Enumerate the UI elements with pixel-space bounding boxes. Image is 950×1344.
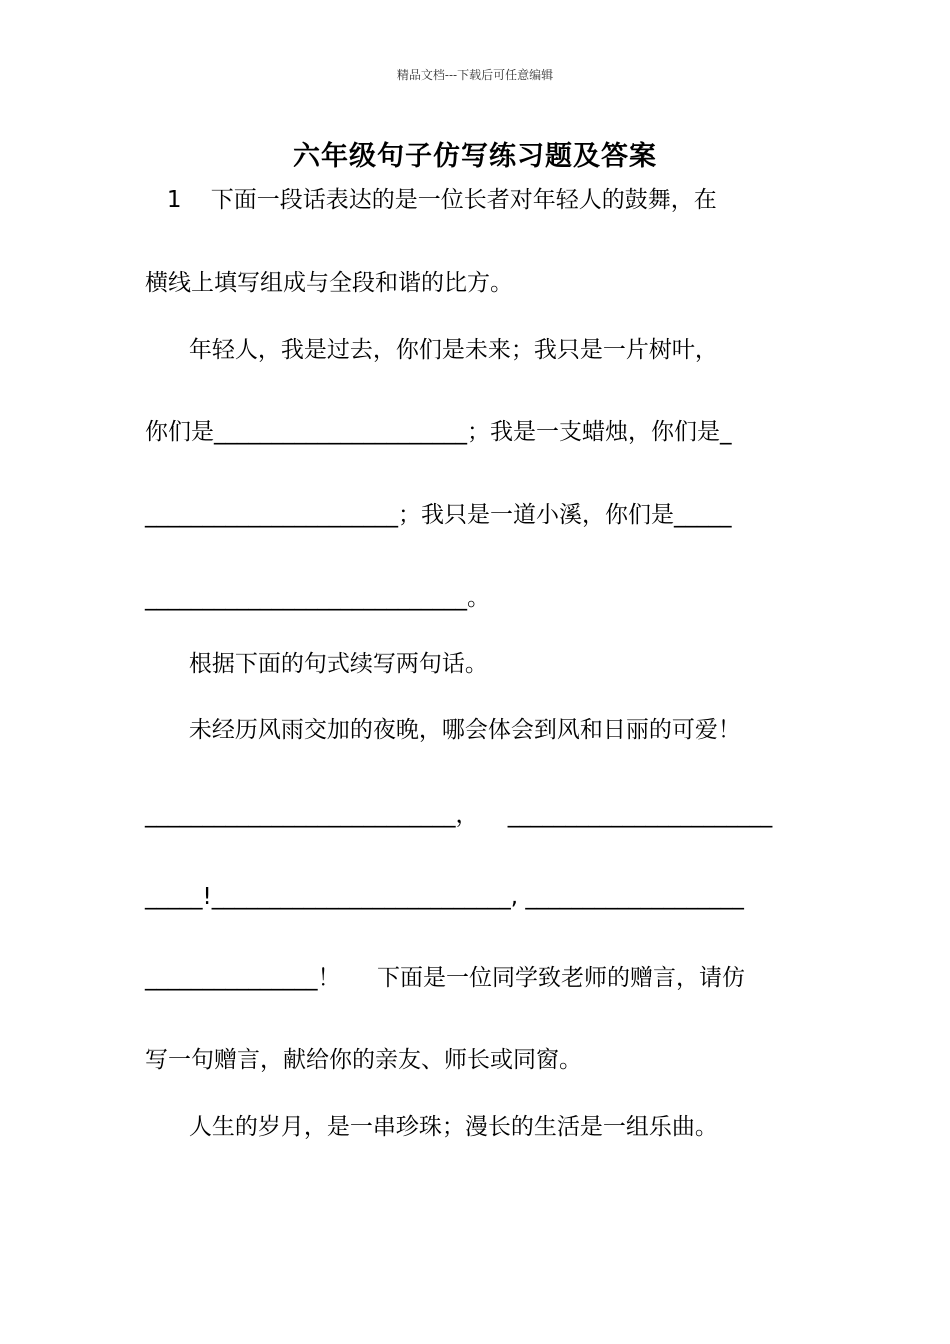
text-line-3: 年轻人，我是过去，你们是未来；我只是一片树叶，: [145, 337, 718, 363]
text-line-7: 根据下面的句式续写两句话。: [145, 651, 488, 677]
text-line-11: _______________！ 下面是一位同学致老师的赠言，请仿: [145, 965, 746, 991]
text-line-13: 人生的岁月，是一串珍珠；漫长的生活是一组乐曲。: [145, 1114, 718, 1140]
document-title: 六年级句子仿写练习题及答案: [293, 141, 657, 172]
text-line-9: ___________________________， _______________________: [145, 802, 773, 828]
text-line-10: _____!__________________________, ___________________: [145, 884, 744, 910]
text-line-2: 横线上填写组成与全段和谐的比方。: [145, 270, 513, 296]
text-line-5: ______________________；我只是一道小溪，你们是_____: [145, 502, 732, 528]
text-line-12: 写一句赠言，献给你的亲友、师长或同窗。: [145, 1047, 582, 1073]
page-header-note: 精品文档---下载后可任意编辑: [396, 68, 554, 82]
text-line-8: 未经历风雨交加的夜晚，哪会体会到风和日丽的可爱！: [145, 717, 741, 743]
text-line-4: 你们是______________________；我是一支蜡烛，你们是_: [145, 419, 732, 445]
text-line-1: 1 下面一段话表达的是一位长者对年轻人的鼓舞，在: [145, 187, 717, 213]
text-line-6: ____________________________。: [145, 585, 490, 611]
